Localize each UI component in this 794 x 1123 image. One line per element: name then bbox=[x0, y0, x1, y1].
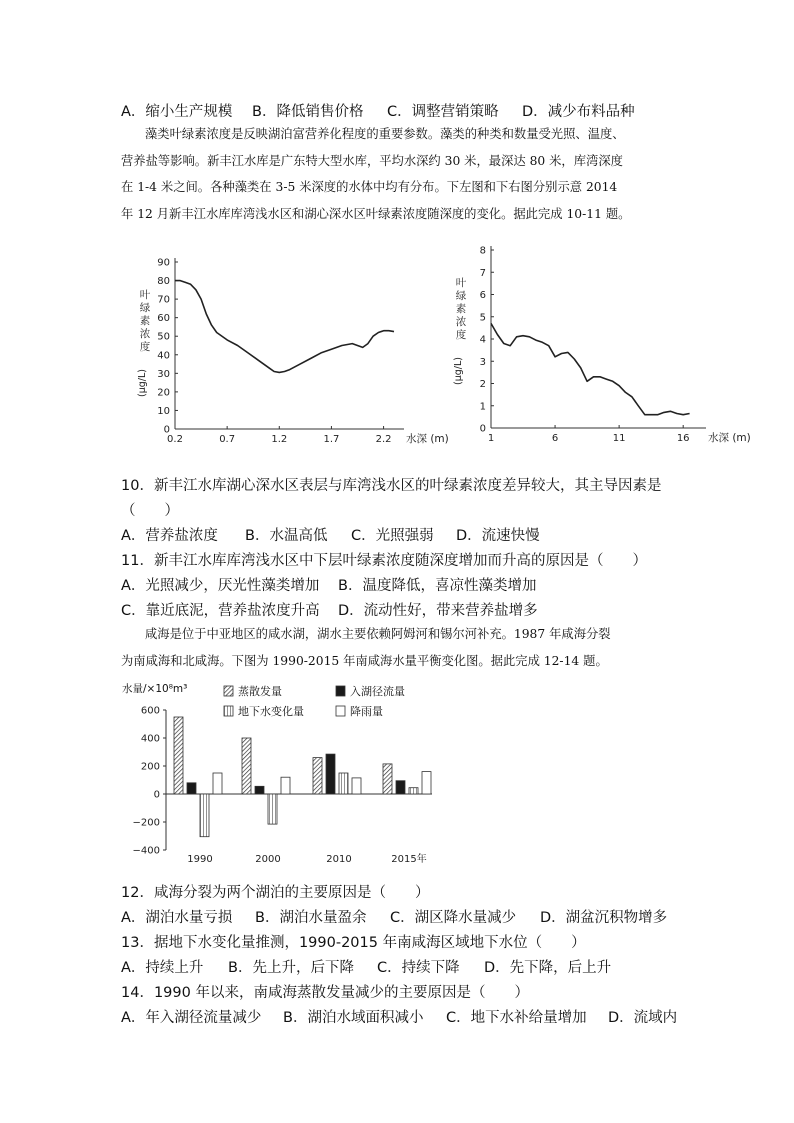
y-tick-label: 200 bbox=[140, 761, 160, 773]
q14-option-d[interactable]: D．流域内 bbox=[608, 1010, 678, 1026]
q12-option-d[interactable]: D．湖盆沉积物增多 bbox=[540, 910, 668, 926]
q11-option-a[interactable]: A．光照减少，厌光性藻类增加 bbox=[121, 578, 320, 594]
passage-aral-sea bbox=[121, 621, 681, 674]
y-tick-label: 20 bbox=[157, 387, 170, 399]
y-axis-label-char: 度 bbox=[139, 341, 151, 353]
y-axis-label-char: 叶 bbox=[455, 277, 467, 289]
bar bbox=[396, 781, 405, 794]
bar bbox=[174, 717, 183, 794]
q9-option-b[interactable]: B．降低销售价格 bbox=[252, 104, 364, 120]
q9-option-d[interactable]: D．减少布料品种 bbox=[522, 104, 635, 120]
y-axis-unit: (μg/L) bbox=[453, 357, 464, 385]
y-axis-label-char: 素 bbox=[139, 315, 151, 327]
y-axis-label: 水量/×10⁸m³ bbox=[122, 683, 188, 695]
q10-option-b[interactable]: B．水温高低 bbox=[245, 528, 328, 544]
legend-label: 蒸散发量 bbox=[238, 685, 282, 698]
q13-stem: 13．据地下水变化量推测，1990-2015 年南咸海区域地下水位（ ） bbox=[121, 935, 586, 951]
q11-option-c[interactable]: C．靠近底泥，营养盐浓度升高 bbox=[121, 603, 320, 619]
x-tick-label: 1990 bbox=[187, 854, 213, 865]
bar bbox=[200, 794, 209, 837]
x-tick-label: 11 bbox=[612, 433, 626, 444]
q12-option-c[interactable]: C．湖区降水量减少 bbox=[390, 910, 517, 926]
y-tick-label: 80 bbox=[157, 276, 170, 288]
q11-option-b[interactable]: B．温度降低，喜凉性藻类增加 bbox=[338, 578, 537, 594]
y-tick-label: 8 bbox=[479, 245, 486, 257]
q10-option-d[interactable]: D．流速快慢 bbox=[456, 528, 540, 544]
passage-chlorophyll bbox=[121, 121, 681, 227]
chlorophyll-line bbox=[491, 323, 690, 414]
legend-swatch bbox=[336, 686, 345, 696]
x-tick-label: 2010 bbox=[326, 854, 352, 865]
passage2-line: 为南咸海和北咸海。下图为 1990-2015 年南咸海水量平衡变化图。据此完成 12-14 题。 bbox=[121, 653, 608, 668]
passage1-line: 年 12 月新丰江水库库湾浅水区和湖心深水区叶绿素浓度随深度的变化。据此完成 10-11 题。 bbox=[121, 206, 631, 221]
x-axis-label: 水深 (m) bbox=[406, 433, 449, 445]
x-tick-label: 2000 bbox=[255, 854, 281, 865]
x-tick-label: 16 bbox=[676, 433, 690, 444]
y-axis-label-char: 绿 bbox=[455, 290, 467, 302]
bar bbox=[326, 754, 335, 794]
y-tick-label: 7 bbox=[479, 267, 486, 279]
y-tick-label: 90 bbox=[157, 257, 170, 269]
x-tick-label: 6 bbox=[551, 433, 559, 444]
q14-stem: 14．1990 年以来，南咸海蒸散发量减少的主要原因是（ ） bbox=[121, 985, 529, 1001]
y-tick-label: 0 bbox=[153, 789, 160, 801]
chart-shallow-chlorophyll bbox=[118, 248, 458, 453]
y-tick-label: 4 bbox=[479, 334, 486, 346]
q11-stem: 11．新丰江水库库湾浅水区中下层叶绿素浓度随深度增加而升高的原因是（ ） bbox=[121, 553, 647, 569]
y-tick-label: 400 bbox=[140, 733, 160, 745]
legend-swatch bbox=[224, 706, 233, 716]
q9-option-c[interactable]: C．调整营销策略 bbox=[387, 104, 499, 120]
y-tick-label: 1 bbox=[479, 401, 486, 413]
q10-option-c[interactable]: C．光照强弱 bbox=[351, 528, 434, 544]
y-axis-label-char: 绿 bbox=[139, 302, 151, 314]
y-axis-unit: (μg/L) bbox=[137, 369, 148, 397]
q13-option-a[interactable]: A．持续上升 bbox=[121, 960, 204, 976]
q13-option-c[interactable]: C．持续下降 bbox=[377, 960, 460, 976]
y-tick-label: −400 bbox=[132, 845, 160, 857]
y-axis-label-char: 叶 bbox=[139, 289, 151, 301]
legend-label: 降雨量 bbox=[350, 705, 383, 718]
y-tick-label: 10 bbox=[157, 405, 170, 417]
y-tick-label: 600 bbox=[140, 705, 160, 717]
y-tick-label: 30 bbox=[157, 368, 170, 380]
y-tick-label: 6 bbox=[479, 290, 486, 301]
q12-option-b[interactable]: B．湖泊水量盈余 bbox=[255, 910, 367, 926]
bar bbox=[213, 773, 222, 794]
y-tick-label: 70 bbox=[157, 294, 170, 306]
bar bbox=[422, 772, 431, 794]
y-axis-label-char: 浓 bbox=[139, 328, 151, 340]
q13-option-b[interactable]: B．先上升，后下降 bbox=[228, 960, 354, 976]
y-axis-label-char: 素 bbox=[455, 303, 467, 315]
bar bbox=[339, 773, 348, 794]
bar bbox=[409, 788, 418, 794]
q9-option-a[interactable]: A．缩小生产规模 bbox=[121, 104, 233, 120]
y-axis-label-char: 度 bbox=[455, 329, 467, 341]
passage1-line: 营养盐等影响。新丰江水库是广东特大型水库，平均水深约 30 米，最深达 80 米，库湾深度 bbox=[121, 153, 623, 168]
y-tick-label: 50 bbox=[157, 331, 170, 343]
q12-stem: 12．咸海分裂为两个湖泊的主要原因是（ ） bbox=[121, 885, 430, 901]
x-tick-label: 2015年 bbox=[391, 854, 427, 865]
q12-option-a[interactable]: A．湖泊水量亏损 bbox=[121, 910, 233, 926]
y-tick-label: 5 bbox=[479, 312, 486, 324]
y-axis-label-char: 浓 bbox=[455, 316, 467, 328]
x-tick-label: 1 bbox=[487, 433, 495, 444]
legend-swatch bbox=[336, 706, 345, 716]
bar bbox=[313, 758, 322, 794]
x-tick-label: 0.2 bbox=[167, 434, 183, 445]
bar bbox=[383, 764, 392, 794]
y-tick-label: 40 bbox=[157, 350, 170, 362]
bar bbox=[281, 777, 290, 794]
q14-option-b[interactable]: B．湖泊水域面积减小 bbox=[283, 1010, 424, 1026]
x-tick-label: 2.2 bbox=[375, 434, 392, 445]
bar bbox=[352, 778, 361, 794]
x-tick-label: 1.7 bbox=[323, 434, 340, 445]
chart-deep-chlorophyll bbox=[448, 236, 758, 452]
x-tick-label: 1.2 bbox=[271, 434, 288, 445]
q11-option-d[interactable]: D．流动性好，带来营养盐增多 bbox=[338, 603, 538, 619]
x-axis-label: 水深 (m) bbox=[708, 432, 751, 444]
y-tick-label: −200 bbox=[132, 817, 160, 829]
bar bbox=[255, 786, 264, 794]
bar bbox=[268, 794, 277, 824]
x-tick-label: 0.7 bbox=[219, 434, 236, 445]
chlorophyll-line bbox=[175, 281, 394, 373]
y-tick-label: 0 bbox=[163, 424, 170, 436]
q14-option-a[interactable]: A．年入湖径流量减少 bbox=[121, 1010, 262, 1026]
passage2-line: 咸海是位于中亚地区的咸水湖，湖水主要依赖阿姆河和锡尔河补充。1987 年咸海分裂 bbox=[145, 627, 611, 641]
bar bbox=[187, 783, 196, 794]
y-tick-label: 2 bbox=[479, 379, 486, 390]
q10-option-a[interactable]: A．营养盐浓度 bbox=[121, 528, 218, 544]
y-tick-label: 3 bbox=[479, 356, 486, 368]
legend-swatch bbox=[224, 686, 233, 696]
q13-option-d[interactable]: D．先下降，后上升 bbox=[484, 960, 612, 976]
legend-label: 地下水变化量 bbox=[238, 705, 304, 718]
legend-label: 入湖径流量 bbox=[350, 685, 405, 698]
chart-aral-water-balance bbox=[118, 680, 438, 870]
y-tick-label: 0 bbox=[479, 423, 486, 435]
q10-paren: （ ） bbox=[121, 503, 179, 519]
passage1-line: 在 1-4 米之间。各种藻类在 3-5 米深度的水体中均有分布。下左图和下右图分别示意 2014 bbox=[121, 180, 618, 194]
passage1-line: 藻类叶绿素浓度是反映湖泊富营养化程度的重要参数。藻类的种类和数量受光照、温度、 bbox=[145, 127, 625, 141]
y-tick-label: 60 bbox=[157, 313, 170, 325]
q14-option-c[interactable]: C．地下水补给量增加 bbox=[446, 1010, 587, 1026]
q10-stem: 10．新丰江水库湖心深水区表层与库湾浅水区的叶绿素浓度差异较大，其主导因素是 bbox=[121, 478, 662, 494]
bar bbox=[242, 738, 251, 794]
